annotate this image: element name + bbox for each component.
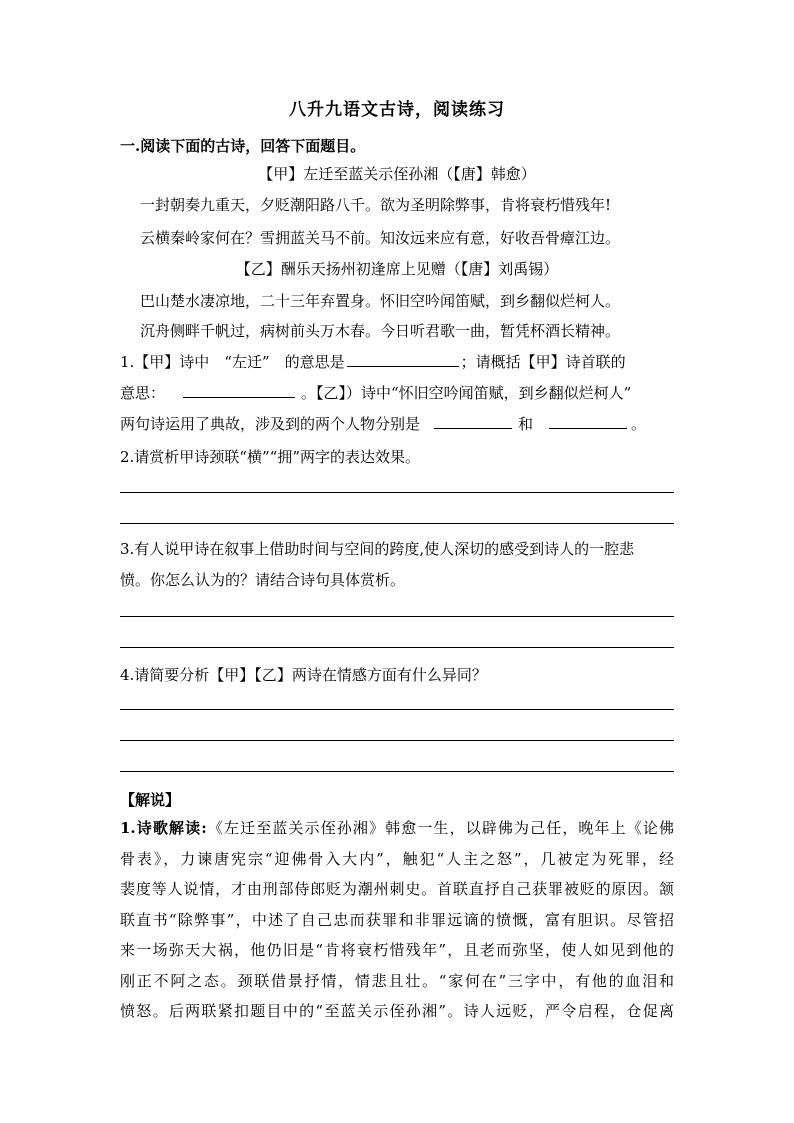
answer-line[interactable]: [120, 771, 674, 772]
question-2: 2.请赏析甲诗颈联“横”“拥”两字的表达效果。: [120, 448, 420, 466]
explanation-paragraph: 1.诗歌解读:《左迁至蓝关示侄孙湘》韩愈一生，以辟佛为己任，晚年上《论佛 骨表》，力谏唐宪宗“迎佛骨入大内”，触犯“人主之怒”，几被定为死罪，经 裴度等人说情，才由刑部侍郎贬为潮州刺史。首联直抒自己获罪被贬的原因。颔 联直书“除弊事”，中述了自己忠而获罪和非罪远谪的愤慨，富有胆识。尽管招 来一场弥天大祸，他仍旧是“肯将衰朽惜残年”，且老而弥坚，使人如见到他的 刚正不阿之态。颈联借景抒情，情悲且壮。“家何在”三字中，有他的血泪和 愤怒。后两联紧扣题目中的“至蓝关示侄孙湘”。诗人远贬，严令启程，仓促离: [120, 819, 674, 1020]
question-4: 4.请简要分析【甲】【乙】两诗在情感方面有什么异同？: [120, 666, 487, 684]
question-3-line-1: 3.有人说甲诗在叙事上借助时间与空间的跨度,使人深切的感受到诗人的一腔悲: [120, 540, 635, 558]
question-1-line-3: 两句诗运用了典故，涉及到的两个人物分别是 和 。: [120, 415, 647, 433]
poem-yi-line-1: 巴山楚水凄凉地，二十三年弃置身。怀旧空吟闻笛赋，到乡翻似烂柯人。: [140, 292, 621, 310]
answer-line[interactable]: [120, 616, 674, 617]
page-title: 八升九语文古诗，阅读练习: [289, 100, 505, 120]
poem-jia-line-1: 一封朝奏九重天，夕贬潮阳路八千。欲为圣明除弊事，肯将衰朽惜残年!: [140, 196, 612, 214]
explanation-lead: 1.诗歌解读:: [120, 819, 207, 837]
answer-line[interactable]: [120, 709, 674, 710]
poem-jia-line-2: 云横秦岭家何在？雪拥蓝关马不前。知汝远来应有意，好收吾骨瘴江边。: [140, 229, 621, 247]
question-3-line-2: 愤。你怎么认为的？请结合诗句具体赏析。: [120, 571, 406, 589]
poem-yi-line-2: 沉舟侧畔千帆过，病树前头万木春。今日听君歌一曲，暂凭杯酒长精神。: [140, 322, 621, 340]
question-1-line-1: 1.【甲】诗中 “左迁” 的意思是 ；请概括【甲】诗首联的: [120, 353, 626, 371]
answer-blank-4[interactable]: [549, 413, 627, 429]
explanation-heading: 【解说】: [120, 791, 181, 809]
question-1-line-2: 意思： 。【乙】）诗中“怀旧空吟闻笛赋，到乡翻似烂柯人”: [120, 384, 632, 402]
answer-blank-3[interactable]: [434, 413, 512, 429]
answer-line[interactable]: [120, 492, 674, 493]
answer-line[interactable]: [120, 740, 674, 741]
answer-line[interactable]: [120, 523, 674, 524]
answer-line[interactable]: [120, 647, 674, 648]
poem-jia-title: 【甲】左迁至蓝关示侄孙湘（【唐】韩愈）: [258, 165, 536, 183]
poem-yi-title: 【乙】酬乐天扬州初逢席上见赠（【唐】刘禹锡）: [235, 260, 559, 278]
answer-blank-2[interactable]: [183, 382, 295, 398]
answer-blank-1[interactable]: [347, 351, 459, 367]
section-heading: 一.阅读下面的古诗，回答下面题目。: [120, 137, 366, 155]
